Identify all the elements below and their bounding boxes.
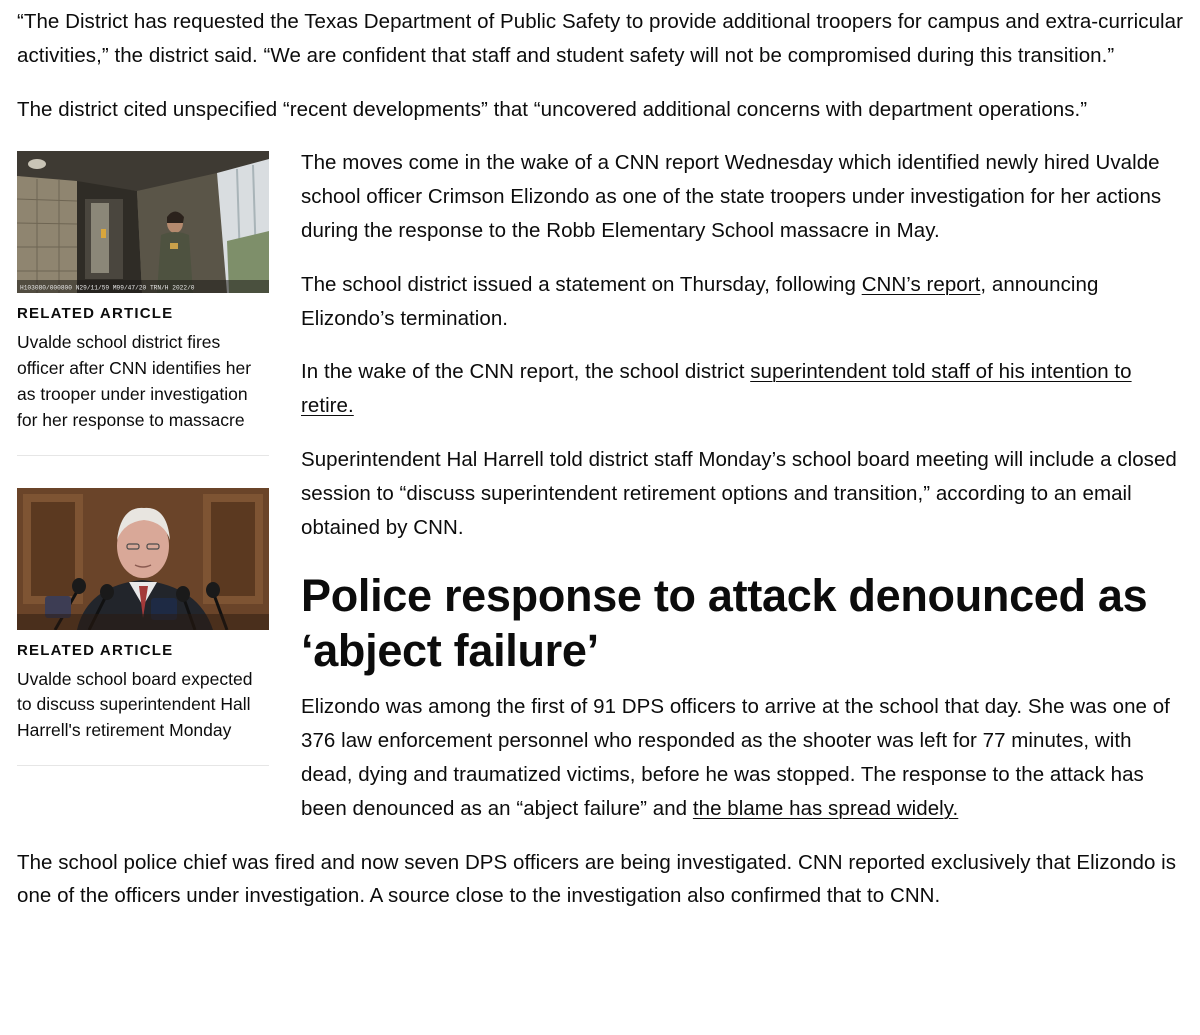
bodycam-thumbnail-image[interactable] bbox=[17, 151, 269, 293]
paragraph-text: The school district issued a statement on Thursday, following bbox=[301, 272, 862, 296]
cnn-report-link[interactable]: CNN’s report bbox=[861, 272, 981, 296]
section-subheading: Police response to attack denounced as ‘abject failure’ bbox=[301, 570, 1148, 677]
paragraph-board-meeting: Superintendent Hal Harrell told district staff Monday’s school board meeting will include a closed session to “discuss superintendent retirement options and transition,” according to an email obtained by CNN. bbox=[301, 447, 1177, 539]
paragraph-district-statement: “The District has requested the Texas Department of Public Safety to provide additional troopers for campus and extra-curricular activities,” the district said. “We are confident that staff and student safety will not be compromised during this transition.” bbox=[17, 10, 1183, 67]
related-article-kicker: RELATED ARTICLE bbox=[17, 305, 174, 323]
paragraph-retire bbox=[301, 355, 1183, 423]
superintendent-retire-link[interactable]: superintendent told staff of his intention to retire. bbox=[301, 360, 1132, 418]
paragraph-recent-developments: The district cited unspecified “recent developments” that “uncovered additional concerns with department operations.” bbox=[17, 97, 1088, 121]
paragraph-text: Elizondo was among the first of 91 DPS officers to arrive at the school that day. She was one of 376 law enforcement personnel who responded as the shooter was left for 77 minutes, with dead, dying and traumatized victims, before he was stopped. The response to the attack has been denounced as an “abject failure” and bbox=[301, 695, 1170, 820]
related-article-card[interactable] bbox=[17, 488, 269, 766]
main-column bbox=[301, 146, 1183, 825]
bodycam-timestamp-overlay: H103080/000800 N29/11/59 M99/47/20 TRN/H 2022/0 bbox=[20, 284, 195, 292]
blame-spread-link[interactable]: the blame has spread widely. bbox=[692, 796, 959, 820]
paragraph-dps-officers bbox=[301, 690, 1183, 825]
paragraph-investigation: The school police chief was fired and now seven DPS officers are being investigated. CNN reported exclusively that Elizondo is one of the officers under investigation. A source close to the investigation also confirmed that to CNN. bbox=[17, 850, 1177, 908]
related-article-card[interactable] bbox=[17, 151, 269, 455]
related-article-title[interactable]: Uvalde school district fires officer after CNN identifies her as trooper under investigation for her response to massacre bbox=[17, 332, 252, 430]
paragraph-text: In the wake of the CNN report, the school district bbox=[301, 360, 751, 384]
related-article-title[interactable]: Uvalde school board expected to discuss superintendent Hall Harrell's retirement Monday bbox=[17, 668, 253, 741]
related-article-kicker: RELATED ARTICLE bbox=[17, 641, 174, 659]
related-articles-rail bbox=[17, 151, 269, 798]
article-body bbox=[17, 5, 1183, 933]
paragraph-termination bbox=[301, 268, 1183, 336]
article-section-with-rail bbox=[17, 146, 1183, 845]
paragraph-cnn-report: The moves come in the wake of a CNN report Wednesday which identified newly hired Uvalde school officer Crimson Elizondo as one of the state troopers under investigation for her actions during the response to the Robb Elementary School massacre in May. bbox=[301, 151, 1162, 242]
superintendent-thumbnail-image[interactable] bbox=[17, 488, 269, 630]
paragraph-text: , announcing Elizondo’s termination. bbox=[301, 272, 1099, 330]
